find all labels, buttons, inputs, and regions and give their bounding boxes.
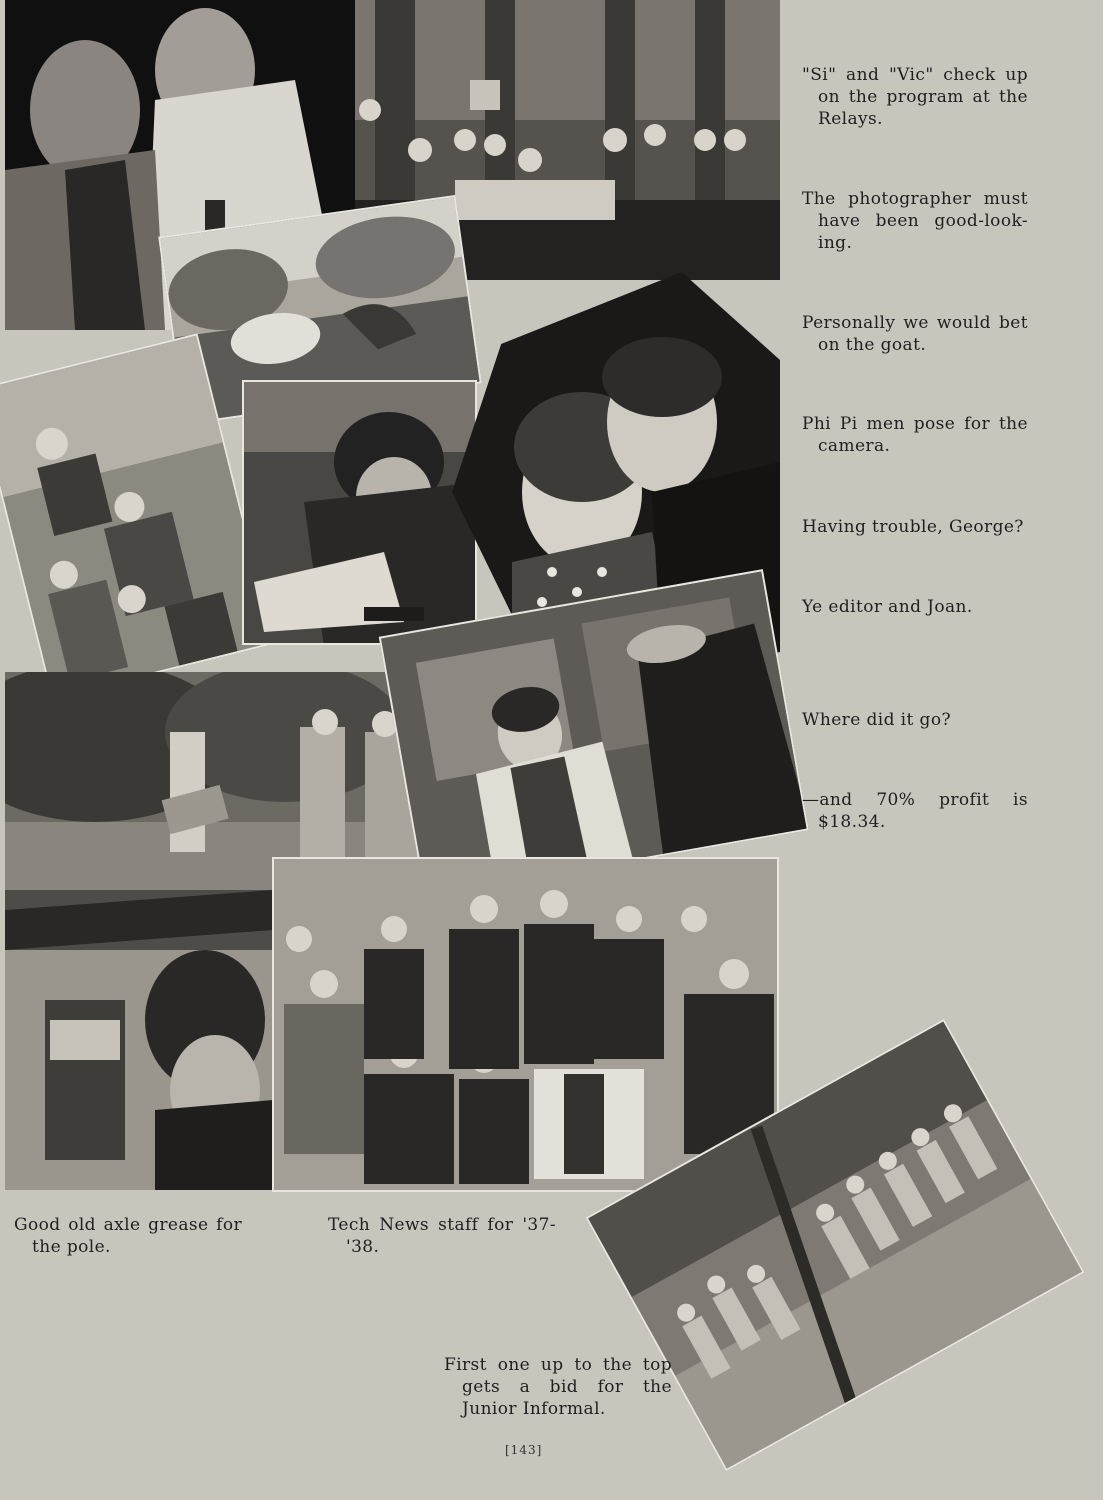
photo-axle-grease — [5, 890, 273, 1190]
photo-tech-news-staff — [272, 857, 779, 1192]
caption-first-one-up: First one up to the top gets a bid for the Junior Informal. — [444, 1355, 672, 1419]
photo-george-image — [244, 382, 477, 645]
caption-relays: "Si" and "Vic" check up on the program at the Relays. — [802, 65, 1028, 129]
caption-where-did-it-go: Where did it go? — [802, 710, 951, 730]
caption-photographer: The photographer must have been good-look-ing. — [802, 189, 1028, 253]
caption-phi-pi: Phi Pi men pose for the camera. — [802, 414, 1028, 456]
caption-profit: —and 70% profit is $18.34. — [802, 790, 1028, 832]
page-number: [143] — [505, 1443, 543, 1457]
caption-tech-news: Tech News staff for '37-'38. — [328, 1215, 556, 1257]
caption-axle-grease: Good old axle grease for the pole. — [14, 1215, 242, 1257]
photo-george — [242, 380, 477, 645]
caption-editor: Ye editor and Joan. — [802, 597, 973, 617]
caption-george: Having trouble, George? — [802, 517, 1024, 537]
caption-goat: Personally we would bet on the goat. — [802, 313, 1028, 355]
photo-tech-news-staff-image — [274, 859, 779, 1192]
photo-axle-grease-image — [5, 890, 273, 1190]
